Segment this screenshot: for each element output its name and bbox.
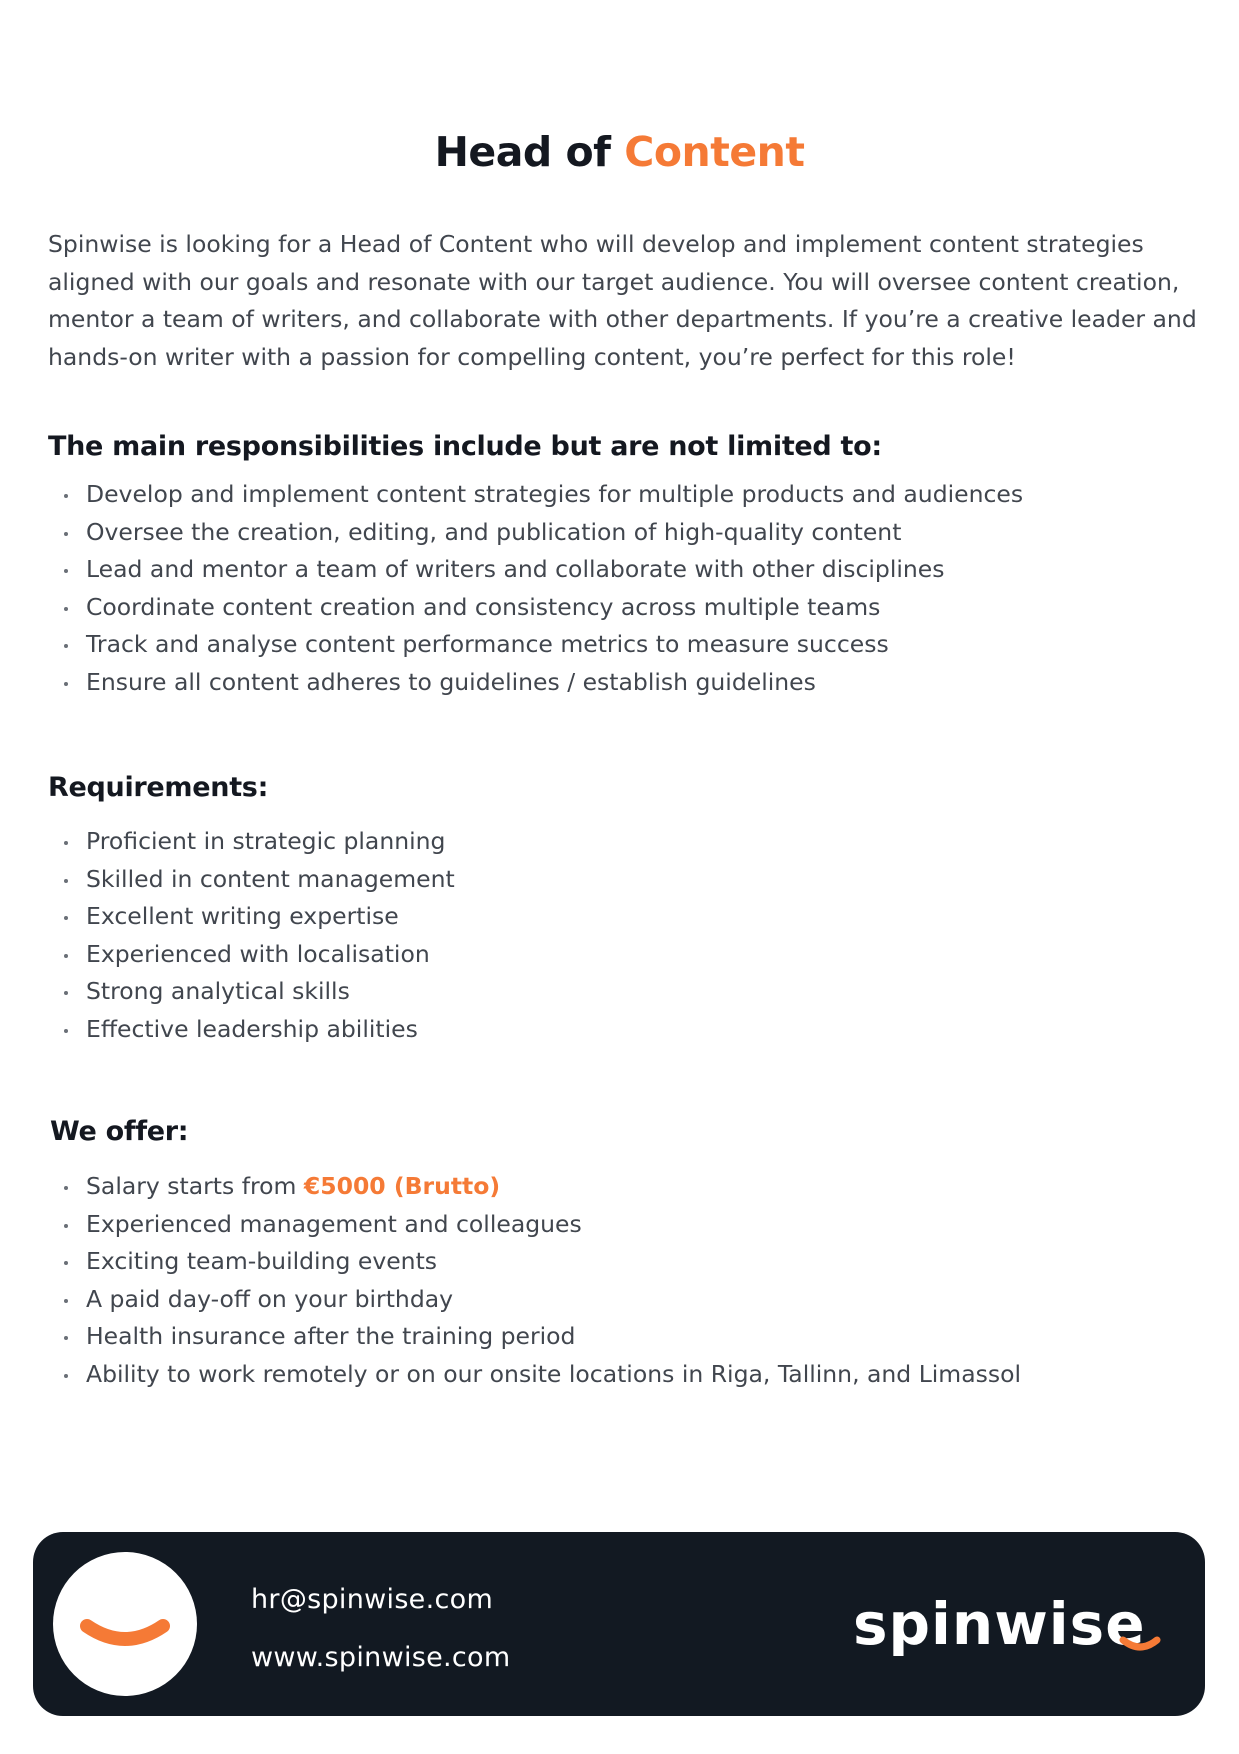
- list-item: Oversee the creation, editing, and publication of high-quality content: [62, 514, 1182, 552]
- list-item: Proficient in strategic planning: [62, 823, 1182, 861]
- brand-text: spinwise: [853, 1590, 1146, 1658]
- intro-paragraph: Spinwise is looking for a Head of Content who will develop and implement content strategies aligned with our goals and resonate with our target audience. You will oversee content creation, mentor a team of writers, and collaborate with other departments. If you’re a creative leader and hands-on writer with a passion for compelling content, you’re perfect for this role!: [48, 230, 1197, 371]
- list-item-salary: [62, 1168, 1182, 1206]
- list-item: Experienced with localisation: [62, 936, 1182, 974]
- spinwise-wordmark: [853, 1590, 1173, 1660]
- offer-heading: We offer:: [50, 1116, 189, 1147]
- list-item: A paid day-off on your birthday: [62, 1281, 1182, 1319]
- list-item: Exciting team-building events: [62, 1243, 1182, 1281]
- list-item: Ability to work remotely or on our onsite locations in Riga, Tallinn, and Limassol: [62, 1356, 1182, 1394]
- list-item: Track and analyse content performance metrics to measure success: [62, 626, 1182, 664]
- contact-footer: [33, 1532, 1205, 1716]
- title-prefix: Head of: [434, 128, 611, 176]
- list-item: Strong analytical skills: [62, 973, 1182, 1011]
- email-link[interactable]: hr@spinwise.com: [251, 1584, 494, 1615]
- list-item: Develop and implement content strategies for multiple products and audiences: [62, 476, 1182, 514]
- list-item: Lead and mentor a team of writers and collaborate with other disciplines: [62, 551, 1182, 589]
- list-item: Health insurance after the training period: [62, 1318, 1182, 1356]
- website-link[interactable]: www.spinwise.com: [251, 1642, 511, 1673]
- logo-badge: [53, 1552, 197, 1696]
- salary-value: €5000 (Brutto): [303, 1172, 501, 1200]
- requirements-list: [62, 823, 1182, 1048]
- page-title: [0, 128, 1239, 176]
- list-item: Experienced management and colleagues: [62, 1206, 1182, 1244]
- list-item: Effective leadership abilities: [62, 1011, 1182, 1049]
- offer-list: [62, 1168, 1182, 1393]
- responsibilities-heading: The main responsibilities include but are not limited to:: [48, 431, 882, 462]
- list-item: Excellent writing expertise: [62, 898, 1182, 936]
- list-item: Ensure all content adheres to guidelines / establish guidelines: [62, 664, 1182, 702]
- list-item: Coordinate content creation and consistency across multiple teams: [62, 589, 1182, 627]
- requirements-heading: Requirements:: [48, 772, 269, 803]
- title-accent: Content: [624, 128, 805, 176]
- list-item: Skilled in content management: [62, 861, 1182, 899]
- salary-prefix: Salary starts from: [86, 1172, 297, 1200]
- smile-icon: [53, 1552, 197, 1696]
- responsibilities-list: [62, 476, 1182, 701]
